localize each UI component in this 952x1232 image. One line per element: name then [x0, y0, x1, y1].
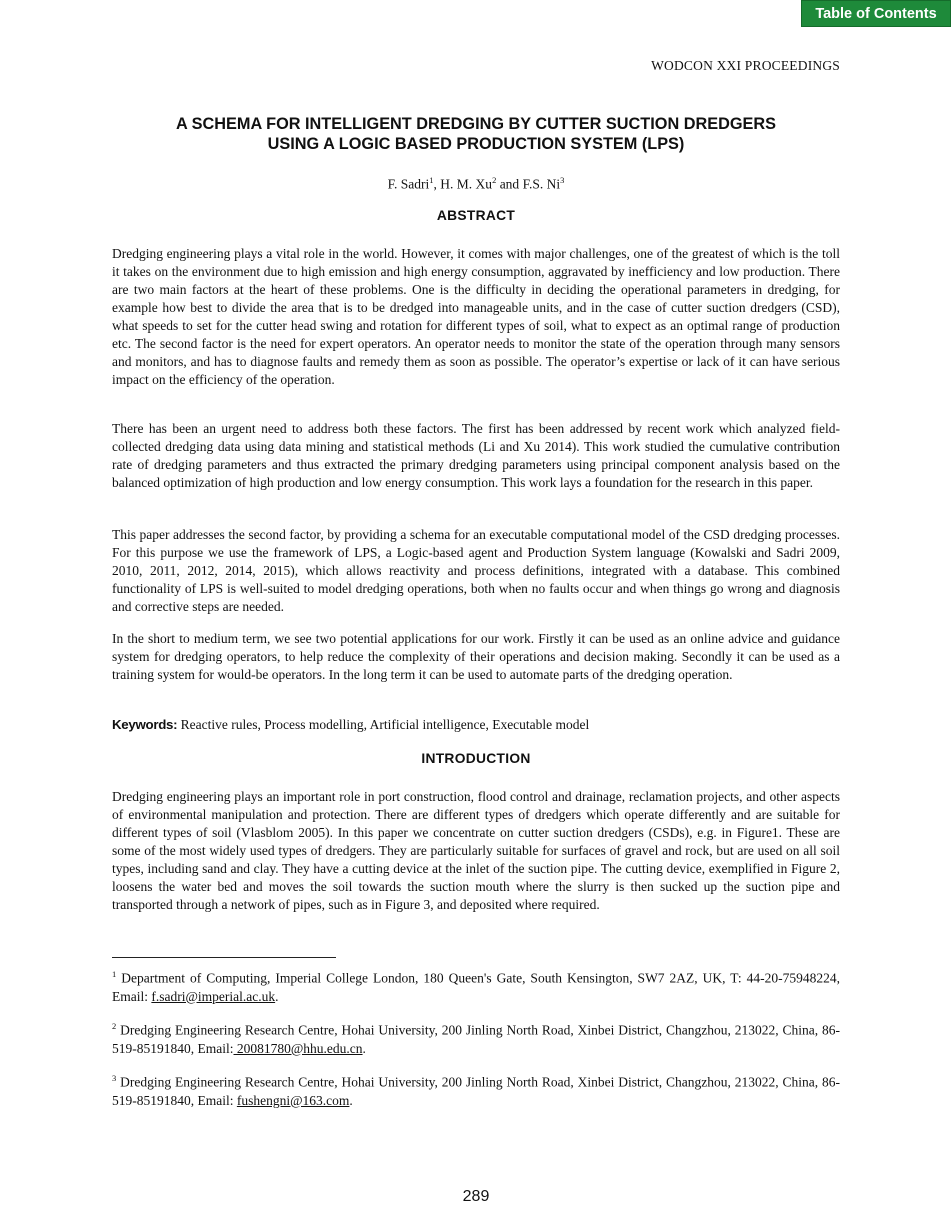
footnote-text: Dredging Engineering Research Centre, Hohai University, 200 Jinling North Road, Xinbei District, Changzhou, 213022, China, 86-519-85191840, Email: — [112, 1022, 840, 1056]
author-name: F. Sadri — [387, 176, 430, 192]
introduction-paragraph: Dredging engineering plays an important role in port construction, flood control and drainage, reclamation projects, and other aspects of environmental manipulation and protection. There are different types of dredgers which operate differently and are suitable for different types of soil (Vlasblom 2005). In this paper we concentrate on cutter suction dredgers (CSDs), e.g. in Figure1. These are some of the most widely used types of dredgers. They are particularly suitable for surfaces of gravel and rock, but are used on all soil types, including sand and clay. They have a cutting device at the inlet of the suction pipe. The cutting device, exemplified in Figure 2, loosens the water bed and moves the soil towards the suction mouth where the slurry is then sucked up the suction pipe and transported through a network of pipes, such as in Figure 3, and deposited where required. — [112, 789, 840, 912]
footnote-email-link[interactable]: 20081780@hhu.edu.cn — [233, 1040, 363, 1056]
footnote-text: Dredging Engineering Research Centre, Hohai University, 200 Jinling North Road, Xinbei District, Changzhou, 213022, China, 86-519-85191840, Email: — [112, 1074, 840, 1108]
footnote-end: . — [349, 1092, 353, 1108]
author-name: H. M. Xu — [440, 176, 493, 192]
keywords-line — [112, 716, 840, 734]
footnote-1 — [112, 965, 840, 1006]
footnote-3 — [112, 1069, 840, 1110]
footnote-end: . — [362, 1040, 366, 1056]
author-affiliation-mark: 2 — [492, 175, 497, 185]
paper-title — [112, 114, 840, 154]
paper-title-line-1: A SCHEMA FOR INTELLIGENT DREDGING BY CUTTER SUCTION DREDGERS — [175, 115, 776, 133]
abstract-heading: ABSTRACT — [436, 208, 516, 223]
footnote-end: . — [275, 988, 279, 1004]
page-number: 289 — [462, 1188, 490, 1205]
footnote-email-link[interactable]: f.sadri@imperial.ac.uk — [151, 988, 276, 1004]
introduction-heading: INTRODUCTION — [421, 751, 531, 766]
author-affiliation-mark: 3 — [560, 175, 565, 185]
keywords-text: Reactive rules, Process modelling, Artificial intelligence, Executable model — [177, 717, 590, 732]
abstract-paragraph: Dredging engineering plays a vital role in the world. However, it comes with major challenges, one of the greatest of which is the toll it takes on the environment due to high emission and high energy consumption, aggravated by inefficiency and low production. There are two main factors at the heart of these problems. One is the difficulty in deciding the operational parameters in dredging, for example how best to divide the area that is to be dredged into manageable units, and in the case of cutter suction dredgers (CSD), what speeds to set for the cutter head swing and rotation for different types of soil, what to expect as an optimal range of production etc. The second factor is the need for expert operators. An operator needs to monitor the state of the operation through many sensors and monitors, and has to diagnose faults and remedy them as soon as possible. The operator’s expertise or lack of it can have serious impact on the efficiency of the operation. — [112, 246, 840, 387]
abstract-paragraph: This paper addresses the second factor, by providing a schema for an executable computational model of the CSD dredging processes. For this purpose we use the framework of LPS, a Logic-based agent and Production System language (Kowalski and Sadri 2009, 2010, 2011, 2012, 2014, 2015), which allows reactivity and process definitions, integrated with a database. This combined functionality of LPS is well-suited to model dredging operations, both when no faults occur and when things go wrong and diagnosis and corrective steps are needed. — [112, 527, 840, 614]
footnote-number: 3 — [112, 1073, 117, 1083]
footnote-2 — [112, 1017, 840, 1058]
author-list — [112, 175, 840, 193]
abstract-paragraph: In the short to medium term, we see two potential applications for our work. Firstly it can be used as an online advice and guidance system for dredging operators, to help reduce the complexity of their operations and decision making. Secondly it can be used as a training system for would-be operators. In the long term it can be used to automate parts of the dredging operation. — [112, 631, 840, 682]
footnote-divider — [112, 957, 336, 958]
footnote-text: Department of Computing, Imperial College London, 180 Queen's Gate, South Kensington, SW7 2AZ, UK, T: 44-20-75948224, Email: — [112, 970, 840, 1004]
footnote-number: 1 — [112, 969, 117, 979]
footnote-number: 2 — [112, 1021, 117, 1031]
keywords-label: Keywords: — [112, 717, 178, 732]
author-separator: and — [496, 176, 523, 192]
paper-title-line-2: USING A LOGIC BASED PRODUCTION SYSTEM (LPS) — [267, 135, 685, 153]
author-name: F.S. Ni — [522, 176, 561, 192]
abstract-paragraph: There has been an urgent need to address both these factors. The first has been addressed by recent work which analyzed field-collected dredging data using data mining and statistical methods (Li and Xu 2014). This work studied the cumulative contribution rate of dredging parameters and thus extracted the primary dredging parameters using principal component analysis based on the balanced optimization of high production and low energy consumption. This work lays a foundation for the research in this paper. — [112, 421, 840, 490]
author-affiliation-mark: 1 — [429, 175, 434, 185]
table-of-contents-button[interactable]: Table of Contents — [801, 0, 951, 27]
author-separator: , — [433, 176, 441, 192]
running-head: WODCON XXI PROCEEDINGS — [651, 58, 840, 73]
footnote-email-link[interactable]: fushengni@163.com — [236, 1092, 350, 1108]
